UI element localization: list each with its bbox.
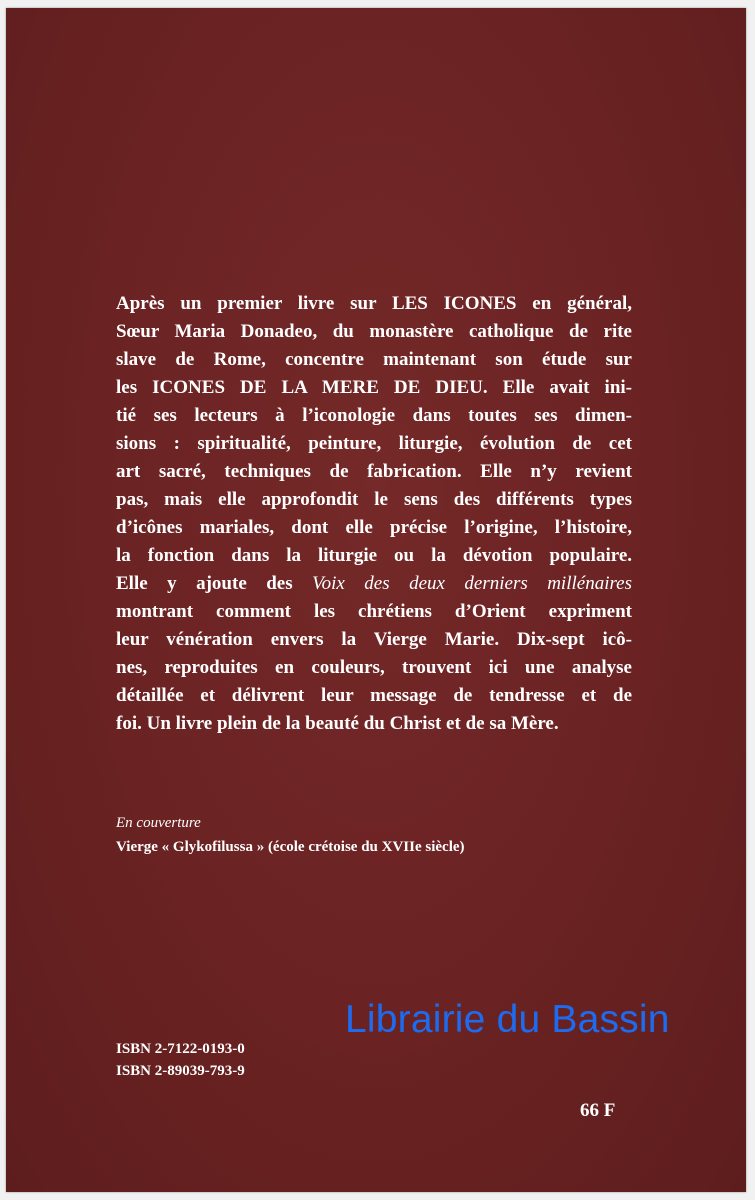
blurb-line: détaillée et délivrent leur message de tendresse et de xyxy=(116,685,632,706)
price-label: 66 F xyxy=(580,1100,616,1121)
blurb-line: nes, reproduites en couleurs, trouvent ici une analyse xyxy=(116,657,632,678)
watermark-text: Librairie du Bassin xyxy=(345,998,670,1041)
isbn-block xyxy=(116,1038,245,1082)
cover-caption xyxy=(116,811,676,859)
blurb-line: Après un premier livre sur LES ICONES en général, xyxy=(116,293,632,314)
blurb-text xyxy=(116,290,632,738)
blurb-line: Elle y ajoute des Voix des deux derniers millénaires xyxy=(116,573,632,594)
blurb-line: Sœur Maria Donadeo, du monastère catholique de rite xyxy=(116,321,632,342)
cover-caption-description: Vierge « Glykofilussa » (école crétoise du XVIIe siècle) xyxy=(116,839,465,855)
blurb-line: foi. Un livre plein de la beauté du Christ et de sa Mère. xyxy=(116,713,559,734)
blurb-line: slave de Rome, concentre maintenant son étude sur xyxy=(116,349,632,370)
blurb-line: d’icônes mariales, dont elle précise l’origine, l’histoire, xyxy=(116,517,632,538)
blurb-line: art sacré, techniques de fabrication. Elle n’y revient xyxy=(116,461,632,482)
isbn-line: ISBN 2-7122-0193-0 xyxy=(116,1041,245,1057)
blurb-line: sions : spiritualité, peinture, liturgie, évolution de cet xyxy=(116,433,632,454)
blurb-line: les ICONES DE LA MERE DE DIEU. Elle avait ini- xyxy=(116,377,632,398)
blurb-line: montrant comment les chrétiens d’Orient expriment xyxy=(116,601,632,622)
blurb-line: leur vénération envers la Vierge Marie. Dix-sept icô- xyxy=(116,629,632,650)
cover-caption-label: En couverture xyxy=(116,815,201,831)
blurb-line: tié ses lecteurs à l’iconologie dans toutes ses dimen- xyxy=(116,405,632,426)
blurb-line: pas, mais elle approfondit le sens des différents types xyxy=(116,489,632,510)
isbn-line: ISBN 2-89039-793-9 xyxy=(116,1063,245,1079)
blurb-line: la fonction dans la liturgie ou la dévotion populaire. xyxy=(116,545,632,566)
